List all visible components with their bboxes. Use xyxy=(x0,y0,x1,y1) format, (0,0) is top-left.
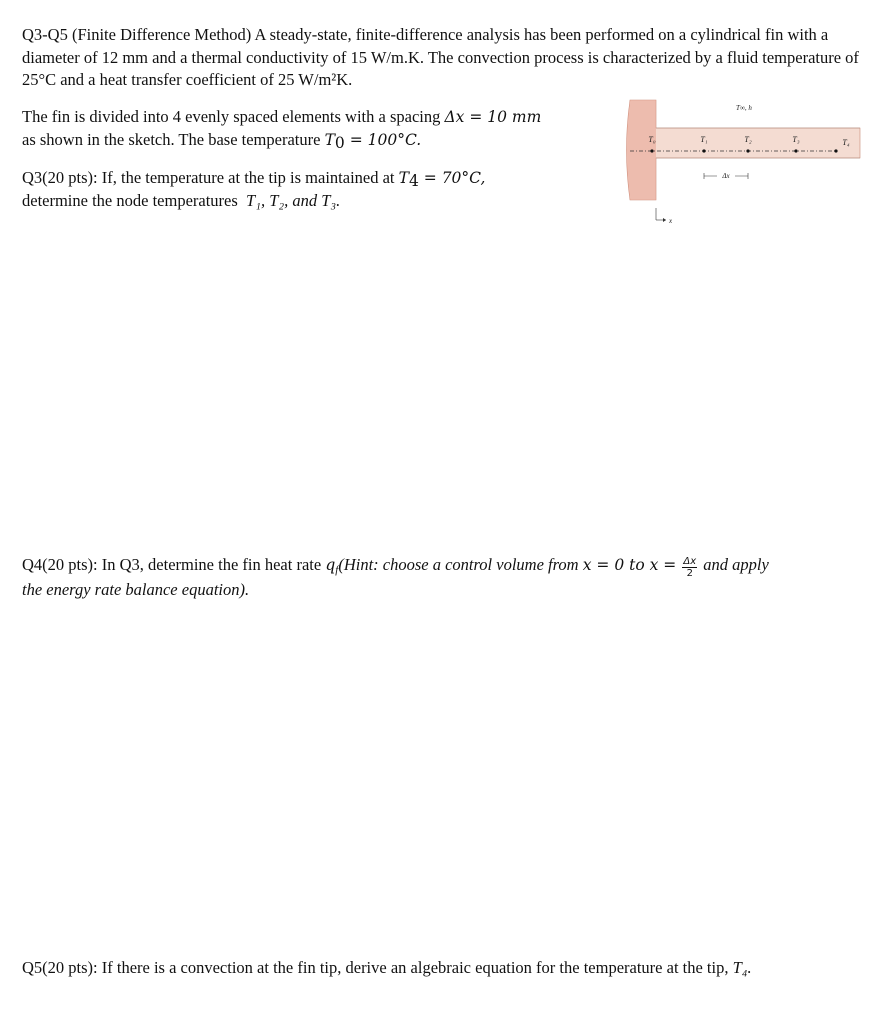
tip-temp-value: = 70°C, xyxy=(418,169,486,187)
fin-desc-line1: The fin is divided into 4 evenly spaced elements with a spacing xyxy=(22,107,441,126)
node-0 xyxy=(650,149,653,152)
half-spacing-fraction xyxy=(682,556,697,579)
fraction-numerator: Δx xyxy=(683,556,697,567)
spacing-value: Δx = 10 mm xyxy=(444,108,542,126)
fin-desc-line2: as shown in the sketch. The base temperature xyxy=(22,129,321,149)
ambient-label: T∞, h xyxy=(736,104,752,112)
question-3 xyxy=(22,167,612,212)
q4-range: x = 0 to x = xyxy=(582,556,677,574)
node-label-3: T₃ xyxy=(792,135,800,144)
intro-text: Q3-Q5 (Finite Difference Method) A steady-state, finite-difference analysis has been performed on a cylindrical fin with a diameter of 12 mm and a thermal conductivity of 15 W/m.K. The convection process is characterized by a fluid temperature of 25°C and a heat transfer coefficient of 25 W/m²K. xyxy=(22,25,859,89)
node-3 xyxy=(794,149,797,152)
q5-tip: T₄. xyxy=(732,958,752,977)
tip-temp-var: T xyxy=(398,169,409,187)
fin-body xyxy=(627,100,861,200)
node-label-1: T₁ xyxy=(700,135,708,144)
tip-temp-sub: 4 xyxy=(408,172,419,190)
base-temp-sub: 0 xyxy=(334,133,345,152)
base-temp-value: = 100°C. xyxy=(344,130,422,149)
fraction-denominator: 2 xyxy=(686,568,693,579)
q3-line2: determine the node temperatures xyxy=(22,190,238,210)
fin-heat-rate-var: q xyxy=(325,556,336,574)
q4-line2: the energy rate balance equation). xyxy=(22,580,250,599)
base-temp-var: T xyxy=(324,130,335,149)
node-2 xyxy=(746,149,749,152)
question-4 xyxy=(22,554,872,602)
q3-nodes: T₁, T₂, and T₃. xyxy=(246,190,341,210)
q4-label: Q4(20 pts): In Q3, determine the fin heat rate xyxy=(22,555,322,574)
fin-heat-rate-sub: f xyxy=(335,564,339,576)
node-4 xyxy=(834,149,837,152)
node-label-0: T₀ xyxy=(648,135,656,144)
intro-paragraph xyxy=(22,24,864,92)
axis-arrow-icon xyxy=(663,218,666,222)
q5-text: Q5(20 pts): If there is a convection at the fin tip, derive an algebraic equation for the temperature at the tip, xyxy=(22,958,729,977)
question-5 xyxy=(22,957,872,980)
node-label-2: T₂ xyxy=(744,135,752,144)
q4-hint: (Hint: choose a control volume from xyxy=(338,555,579,574)
fin-description xyxy=(22,106,612,151)
q3-label: Q3(20 pts): If, the temperature at the tip is maintained at xyxy=(22,168,395,187)
fin-sketch xyxy=(622,96,864,226)
node-label-4: T₄ xyxy=(842,138,850,147)
axis-label: x xyxy=(669,217,673,225)
node-1 xyxy=(702,149,705,152)
spacing-label: Δx xyxy=(722,172,730,180)
q4-hint-end: and apply xyxy=(703,555,769,574)
